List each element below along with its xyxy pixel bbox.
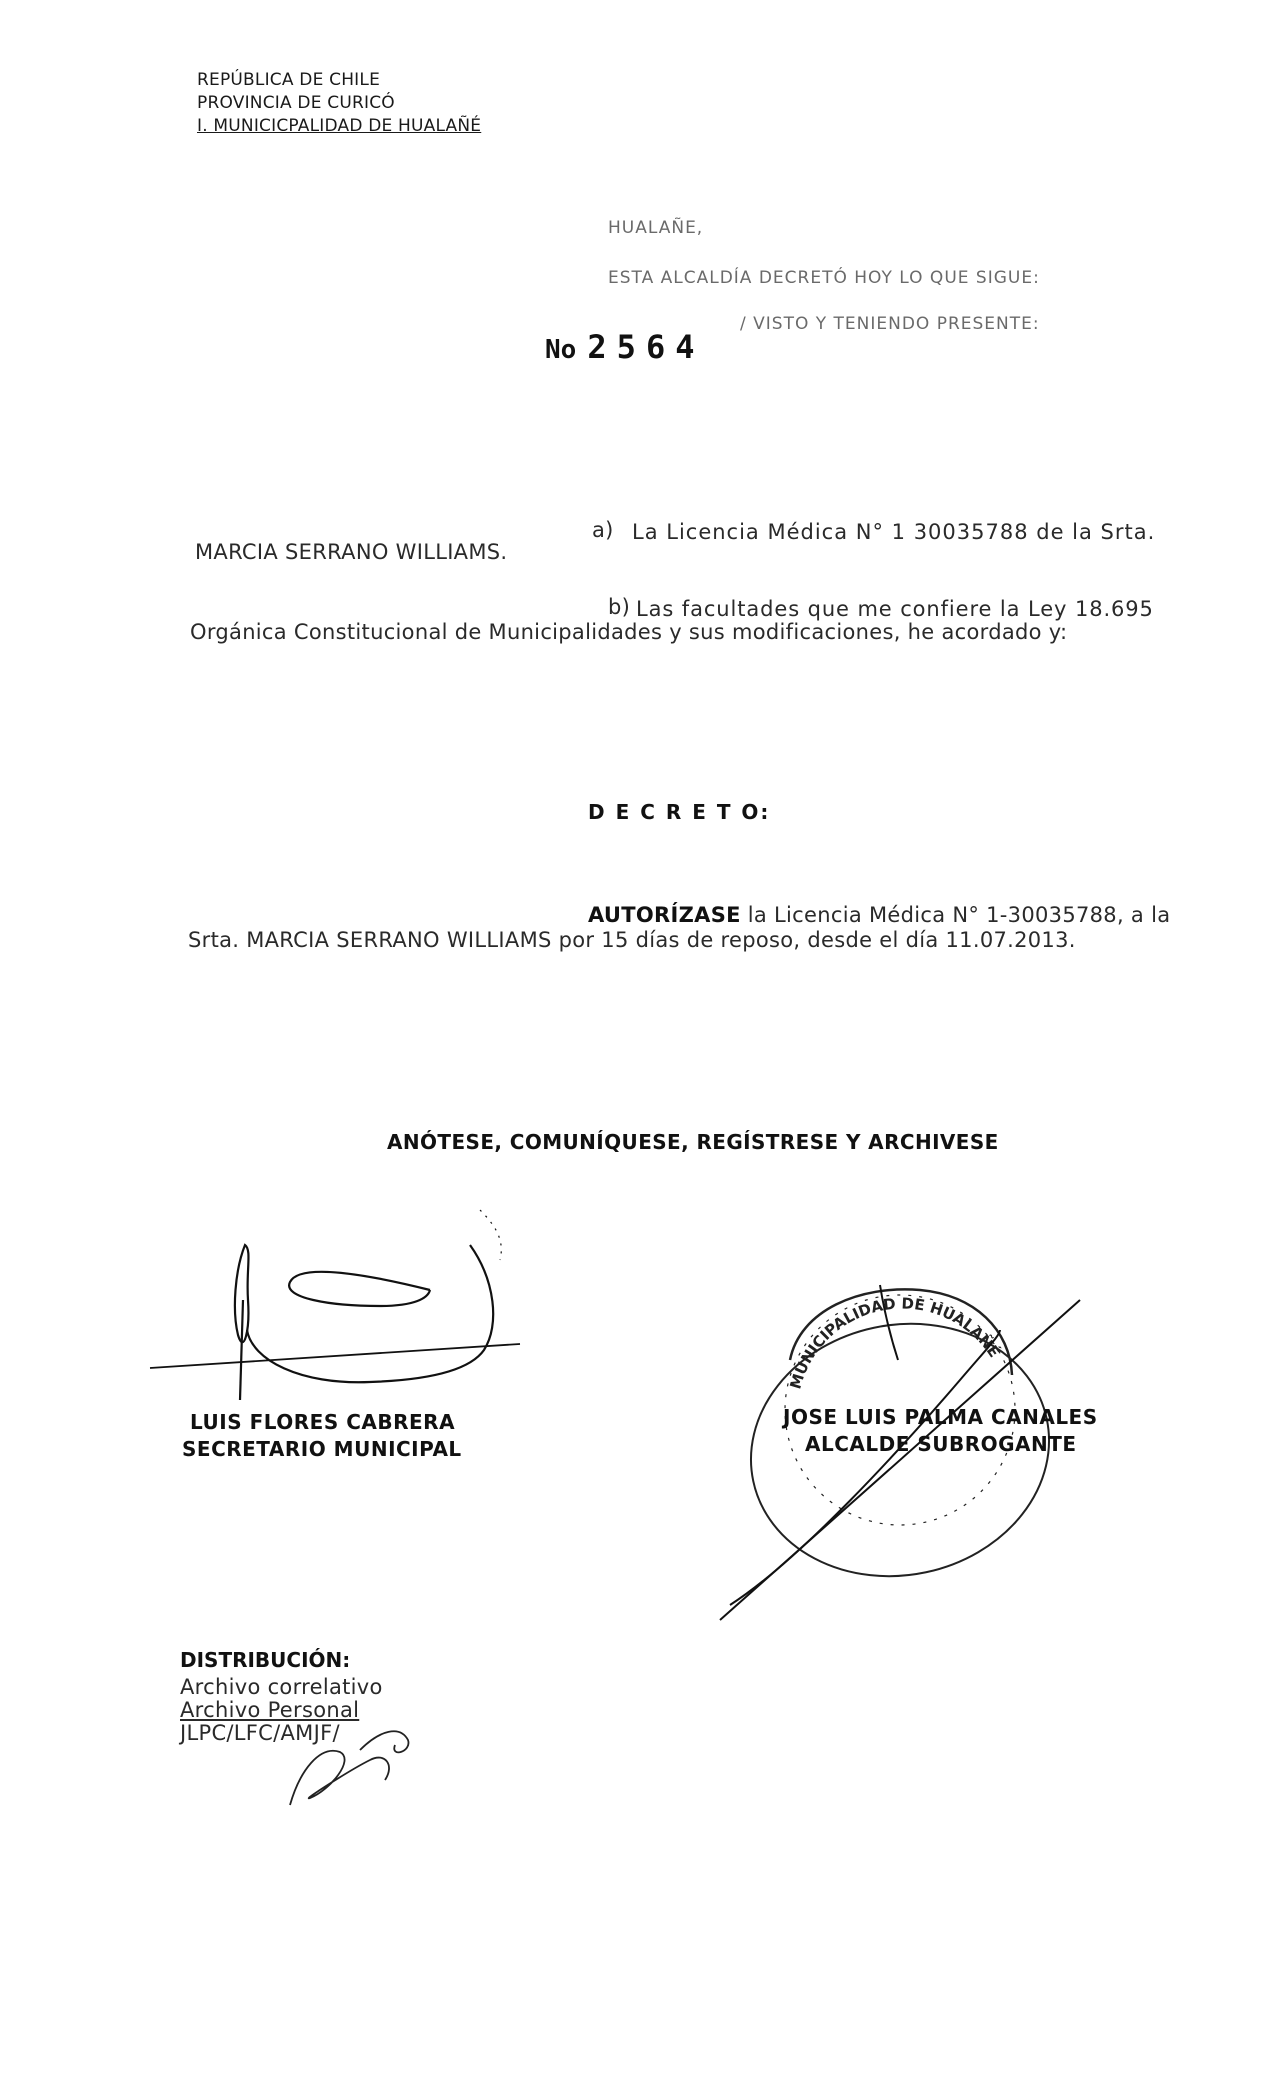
closing-formula: ANÓTESE, COMUNÍQUESE, REGÍSTRESE Y ARCHIVESE (387, 1130, 999, 1154)
consideration-b-marker: b) (608, 595, 631, 619)
decree-lead-word: AUTORÍZASE (588, 903, 741, 927)
preamble-line-2: / VISTO Y TENIENDO PRESENTE: (740, 314, 1040, 334)
decree-title: D E C R E T O: (588, 800, 771, 824)
decree-paragraph-line-2: Srta. MARCIA SERRANO WILLIAMS por 15 días de reposo, desde el día 11.07.2013. (188, 928, 1076, 952)
consideration-b-text: Las facultades que me confiere la Ley 18.695 (636, 597, 1154, 621)
decree-number: 2564 (587, 328, 705, 366)
letterhead-province: PROVINCIA DE CURICÓ (197, 93, 395, 113)
left-signatory-name: LUIS FLORES CABRERA (190, 1410, 456, 1434)
right-signatory-name: JOSE LUIS PALMA CANALES (783, 1405, 1098, 1429)
distribution-title: DISTRIBUCIÓN: (180, 1648, 351, 1672)
distribution-item-3: JLPC/LFC/AMJF/ (180, 1721, 340, 1745)
consideration-a-text: La Licencia Médica N° 1 30035788 de la Srta. (632, 520, 1156, 544)
consideration-a-continuation: MARCIA SERRANO WILLIAMS. (195, 540, 508, 564)
right-signatory-title: ALCALDE SUBROGANTE (805, 1432, 1077, 1456)
place-line: HUALAÑE, (608, 218, 704, 238)
distribution-item-2: Archivo Personal (180, 1698, 360, 1722)
letterhead-country: REPÚBLICA DE CHILE (197, 70, 381, 90)
consideration-b-continuation: Orgánica Constitucional de Municipalidades y sus modificaciones, he acordado y: (190, 620, 1068, 644)
letterhead-municipality: I. MUNICICPALIDAD DE HUALAÑÉ (197, 116, 482, 136)
distribution-item-1: Archivo correlativo (180, 1675, 383, 1699)
preamble-line-1: ESTA ALCALDÍA DECRETÓ HOY LO QUE SIGUE: (608, 268, 1040, 288)
consideration-a-marker: a) (592, 518, 614, 542)
decree-text-1: la Licencia Médica N° 1-30035788, a la (740, 903, 1171, 927)
decree-number-prefix: No (545, 335, 577, 365)
left-signature-mark (150, 1210, 520, 1400)
seal-arc-text: MUNICIPALIDAD DE HUALAÑÉ (786, 1294, 1004, 1392)
left-signatory-title: SECRETARIO MUNICIPAL (182, 1437, 462, 1461)
